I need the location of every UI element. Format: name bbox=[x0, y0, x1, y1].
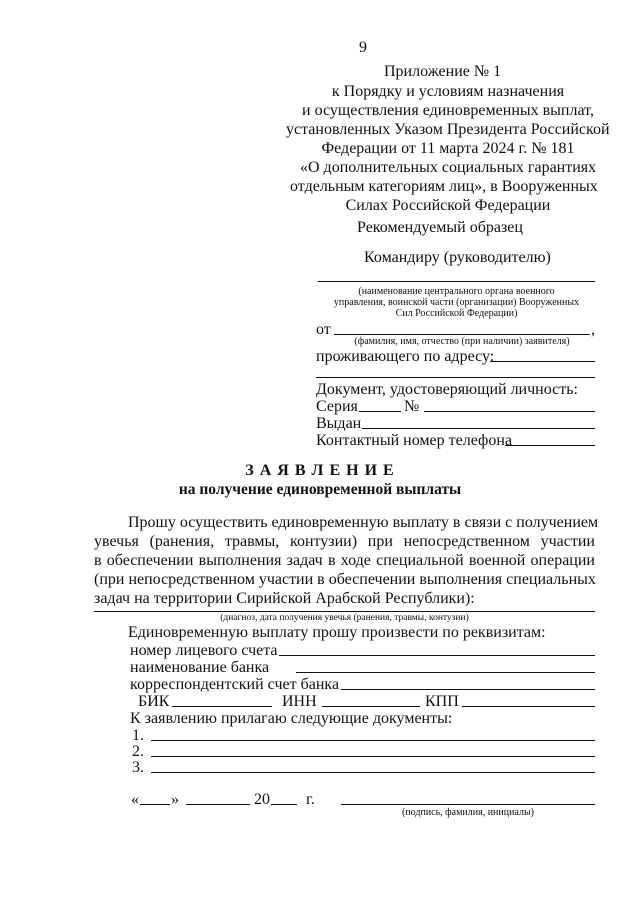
sample-label: Рекомендуемый образец bbox=[357, 219, 523, 236]
appendix-line: установленных Указом Президента Российской bbox=[286, 121, 610, 138]
appendix-line: и осуществления единовременных выплат, bbox=[302, 102, 594, 119]
application-subtitle: на получение единовременной выплаты bbox=[178, 481, 462, 498]
appendix-line: Федерации от 11 марта 2024 г. № 181 bbox=[321, 140, 575, 157]
date-day-field[interactable] bbox=[140, 804, 170, 805]
org-caption-line: управления, воинской части (организации) Вооруженных bbox=[333, 297, 580, 308]
attachment-field[interactable] bbox=[151, 756, 595, 757]
fio-caption: (фамилия, имя, отчество (при наличии) заявителя) bbox=[354, 336, 570, 347]
attachments-label: К заявлению прилагаю следующие документы: bbox=[130, 710, 453, 727]
address-field-line2[interactable] bbox=[316, 377, 595, 378]
date-year-suffix: г. bbox=[306, 791, 315, 808]
attachment-number: 2. bbox=[132, 743, 144, 760]
doc-number-field[interactable] bbox=[424, 411, 595, 412]
number-label: № bbox=[404, 398, 420, 415]
bank-field[interactable] bbox=[296, 672, 595, 673]
body-line: в обеспечении выполнения задач в ходе специальной военной операции bbox=[94, 552, 595, 569]
date-open-quote: « bbox=[131, 791, 139, 808]
signature-caption: (подпись, фамилия, инициалы) bbox=[401, 807, 535, 818]
appendix-line: отдельным категориям лиц», в Вооруженных bbox=[290, 178, 598, 195]
bik-field[interactable] bbox=[172, 706, 272, 707]
applicant-name-field[interactable] bbox=[334, 334, 590, 335]
diagnosis-caption: (диагноз, дата получения увечья (ранения, травмы, контузии) bbox=[220, 613, 469, 623]
issued-field[interactable] bbox=[362, 428, 595, 429]
body-line: (при непосредственном участии в обеспечении выполнения специальных bbox=[94, 571, 596, 588]
body-line: увечья (ранения, травмы, контузии) при непосредственном участии bbox=[94, 533, 595, 550]
addressee: Командиру (руководителю) bbox=[364, 249, 551, 266]
from-comma: , bbox=[591, 321, 595, 338]
org-name-field[interactable] bbox=[318, 281, 595, 282]
application-title: З А Я В Л Е Н И Е bbox=[245, 462, 395, 479]
inn-label: ИНН bbox=[282, 693, 317, 710]
body-line: Прошу осуществить единовременную выплату в связи с получением bbox=[128, 514, 599, 531]
date-month-field[interactable] bbox=[186, 804, 250, 805]
phone-label: Контактный номер телефона bbox=[316, 432, 513, 449]
phone-field[interactable] bbox=[505, 445, 595, 446]
from-label: от bbox=[316, 321, 331, 338]
id-doc-label: Документ, удостоверяющий личность: bbox=[316, 381, 578, 398]
date-year-field[interactable] bbox=[271, 804, 297, 805]
org-caption-line: (наименование центрального органа военного bbox=[358, 286, 555, 297]
address-label: проживающего по адресу: bbox=[316, 348, 495, 365]
attachment-number: 3. bbox=[132, 759, 144, 776]
series-label: Серия bbox=[316, 398, 358, 415]
diagnosis-field[interactable] bbox=[94, 611, 595, 612]
bik-label: БИК bbox=[138, 693, 170, 710]
attachment-field[interactable] bbox=[151, 772, 595, 773]
inn-field[interactable] bbox=[322, 706, 420, 707]
signature-field[interactable] bbox=[341, 804, 595, 805]
account-field[interactable] bbox=[279, 655, 595, 656]
date-year-prefix: 20 bbox=[254, 791, 270, 808]
corr-account-label: корреспондентский счет банка bbox=[130, 676, 340, 693]
org-caption-line: Сил Российской Федерации) bbox=[395, 308, 518, 319]
bank-label: наименование банка bbox=[130, 659, 270, 676]
corr-account-field[interactable] bbox=[341, 689, 595, 690]
issued-label: Выдан bbox=[316, 415, 362, 432]
kpp-label: КПП bbox=[425, 693, 459, 710]
account-label: номер лицевого счета bbox=[130, 642, 278, 659]
appendix-line: к Порядку и условиям назначения bbox=[331, 83, 565, 100]
kpp-field[interactable] bbox=[462, 706, 595, 707]
series-field[interactable] bbox=[359, 411, 401, 412]
appendix-line: Силах Российской Федерации bbox=[345, 197, 551, 214]
address-field[interactable] bbox=[490, 361, 595, 362]
requisites-intro: Единовременную выплату прошу произвести по реквизитам: bbox=[128, 624, 546, 641]
attachment-number: 1. bbox=[132, 727, 144, 744]
date-close-quote: » bbox=[171, 791, 179, 808]
appendix-line: «О дополнительных социальных гарантиях bbox=[300, 159, 597, 176]
body-line: задач на территории Сирийской Арабской Республики): bbox=[94, 590, 475, 607]
attachment-field[interactable] bbox=[151, 740, 595, 741]
page-number: 9 bbox=[359, 39, 367, 56]
appendix-line: Приложение № 1 bbox=[384, 63, 502, 80]
